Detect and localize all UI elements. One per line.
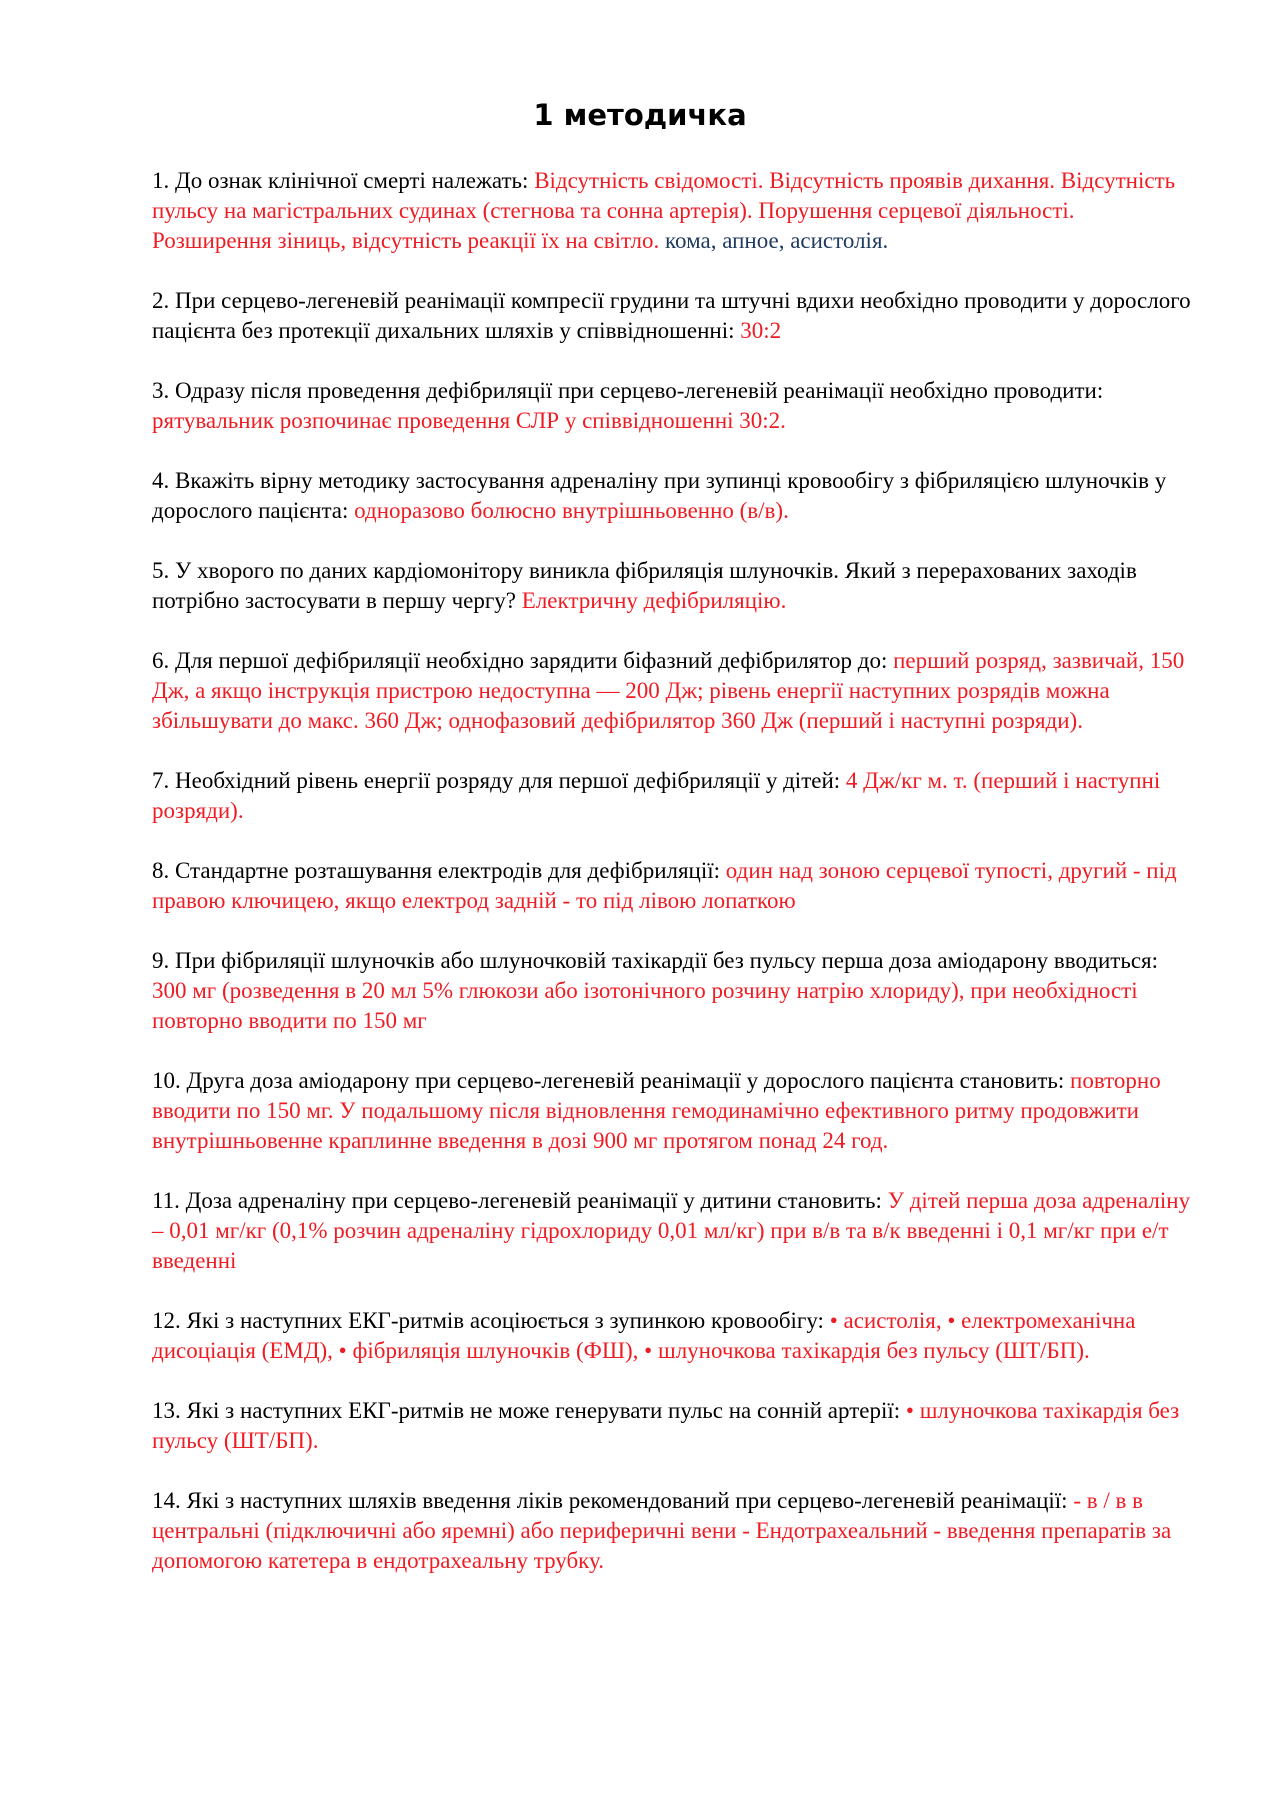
answer-text: У дітей перша доза адреналіну – 0,01 мг/кг (0,1% розчин адреналіну гідрохлориду 0,01 мл/кг) при в/в та в/к введенні і 0,1 мг/кг при е/т введенні bbox=[152, 1188, 1191, 1273]
question-item bbox=[152, 766, 1192, 826]
answer-text: 4 Дж/кг м. т. (перший і наступні розряди). bbox=[152, 768, 1161, 823]
question-item bbox=[152, 466, 1192, 526]
question-item bbox=[152, 946, 1192, 1036]
question-text: 6. Для першої дефібриляції необхідно зарядити біфазний дефібрилятор до: bbox=[152, 648, 894, 673]
question-text: 2. При серцево-легеневій реанімації компресії грудини та штучні вдихи необхідно проводити у дорослого пацієнта без протекції дихальних шляхів у співвідношенні: bbox=[152, 288, 1191, 343]
question-item bbox=[152, 856, 1192, 916]
question-text: 11. Доза адреналіну при серцево-легеневій реанімації у дитини становить: bbox=[152, 1188, 888, 1213]
question-text: 5. У хворого по даних кардіомонітору виникла фібриляція шлуночків. Який з перерахованих заходів потрібно застосувати в першу чергу? bbox=[152, 558, 1137, 613]
question-item bbox=[152, 166, 1192, 256]
question-text: 10. Друга доза аміодарону при серцево-легеневій реанімації у дорослого пацієнта становить: bbox=[152, 1068, 1071, 1093]
answer-text: Електричну дефібриляцію. bbox=[521, 588, 787, 613]
answer-text: - в / в в центральні (підключичні або яремні) або периферичні вени - Ендотрахеальний - введення препаратів за допомогою катетера в ендотрахеальну трубку. bbox=[152, 1488, 1172, 1573]
question-item bbox=[152, 376, 1192, 436]
question-item bbox=[152, 1396, 1192, 1456]
question-text: 9. При фібриляції шлуночків або шлуночковій тахікардії без пульсу перша доза аміодарону вводиться: bbox=[152, 948, 1159, 973]
answer-text: рятувальник розпочинає проведення СЛР у співвідношенні 30:2. bbox=[152, 408, 786, 433]
answer-text: 30:2 bbox=[740, 318, 782, 343]
answer-text: перший розряд, зазвичай, 150 Дж, а якщо інструкція пристрою недоступна — 200 Дж; рівень енергії наступних розрядів можна збільшувати до макс. 360 Дж; однофазовий дефібрилятор 360 Дж (перший і наступні розряди). bbox=[152, 648, 1185, 733]
question-text: 7. Необхідний рівень енергії розряду для першої дефібриляції у дітей: bbox=[152, 768, 846, 793]
question-text: 14. Які з наступних шляхів введення ліків рекомендований при серцево-легеневій реанімації: bbox=[152, 1488, 1074, 1513]
question-item bbox=[152, 1486, 1192, 1576]
answer-text: одноразово болюсно внутрішньовенно (в/в). bbox=[354, 498, 789, 523]
answer-text: • асистолія, • електромеханічна дисоціація (ЕМД), • фібриляція шлуночків (ФШ), • шлуночкова тахікардія без пульсу (ШТ/БП). bbox=[152, 1308, 1136, 1363]
question-item bbox=[152, 286, 1192, 346]
answer-text: Відсутність свідомості. Відсутність проявів дихання. Відсутність пульсу на магістральних судинах (стегнова та сонна артерія). Порушення серцевої діяльності. Розширення зіниць, відсутність реакції їх на світло. bbox=[152, 168, 1176, 253]
question-text: 4. Вкажіть вірну методику застосування адреналіну при зупинці кровообігу з фібриляцією шлуночків у дорослого пацієнта: bbox=[152, 468, 1167, 523]
answer-extra-text: кома, апное, асистолія. bbox=[659, 228, 889, 253]
question-text: 3. Одразу після проведення дефібриляції при серцево-легеневій реанімації необхідно проводити: bbox=[152, 378, 1104, 403]
answer-text: один над зоною серцевої тупості, другий - під правою ключицею, якщо електрод задній - то під лівою лопаткою bbox=[152, 858, 1177, 913]
question-text: 8. Стандартне розташування електродів для дефібриляції: bbox=[152, 858, 726, 883]
page-title: 1 методичка bbox=[533, 98, 747, 132]
question-text: 1. До ознак клінічної смерті належать: bbox=[152, 168, 535, 193]
answer-text: • шлуночкова тахікардія без пульсу (ШТ/БП). bbox=[152, 1398, 1180, 1453]
question-text: 13. Які з наступних ЕКГ-ритмів не може генерувати пульс на сонній артерії: bbox=[152, 1398, 906, 1423]
question-item bbox=[152, 556, 1192, 616]
question-item bbox=[152, 1186, 1192, 1276]
question-item bbox=[152, 1066, 1192, 1156]
answer-text: повторно вводити по 150 мг. У подальшому після відновлення гемодинамічно ефективного ритму продовжити внутрішньовенне краплинне введення в дозі 900 мг протягом понад 24 год. bbox=[152, 1068, 1161, 1153]
question-text: 12. Які з наступних ЕКГ-ритмів асоціюється з зупинкою кровообігу: bbox=[152, 1308, 830, 1333]
answer-text: 300 мг (розведення в 20 мл 5% глюкози або ізотонічного розчину натрію хлориду), при необхідності повторно вводити по 150 мг bbox=[152, 978, 1138, 1033]
question-item bbox=[152, 646, 1192, 736]
question-list bbox=[152, 166, 1192, 1606]
question-item bbox=[152, 1306, 1192, 1366]
